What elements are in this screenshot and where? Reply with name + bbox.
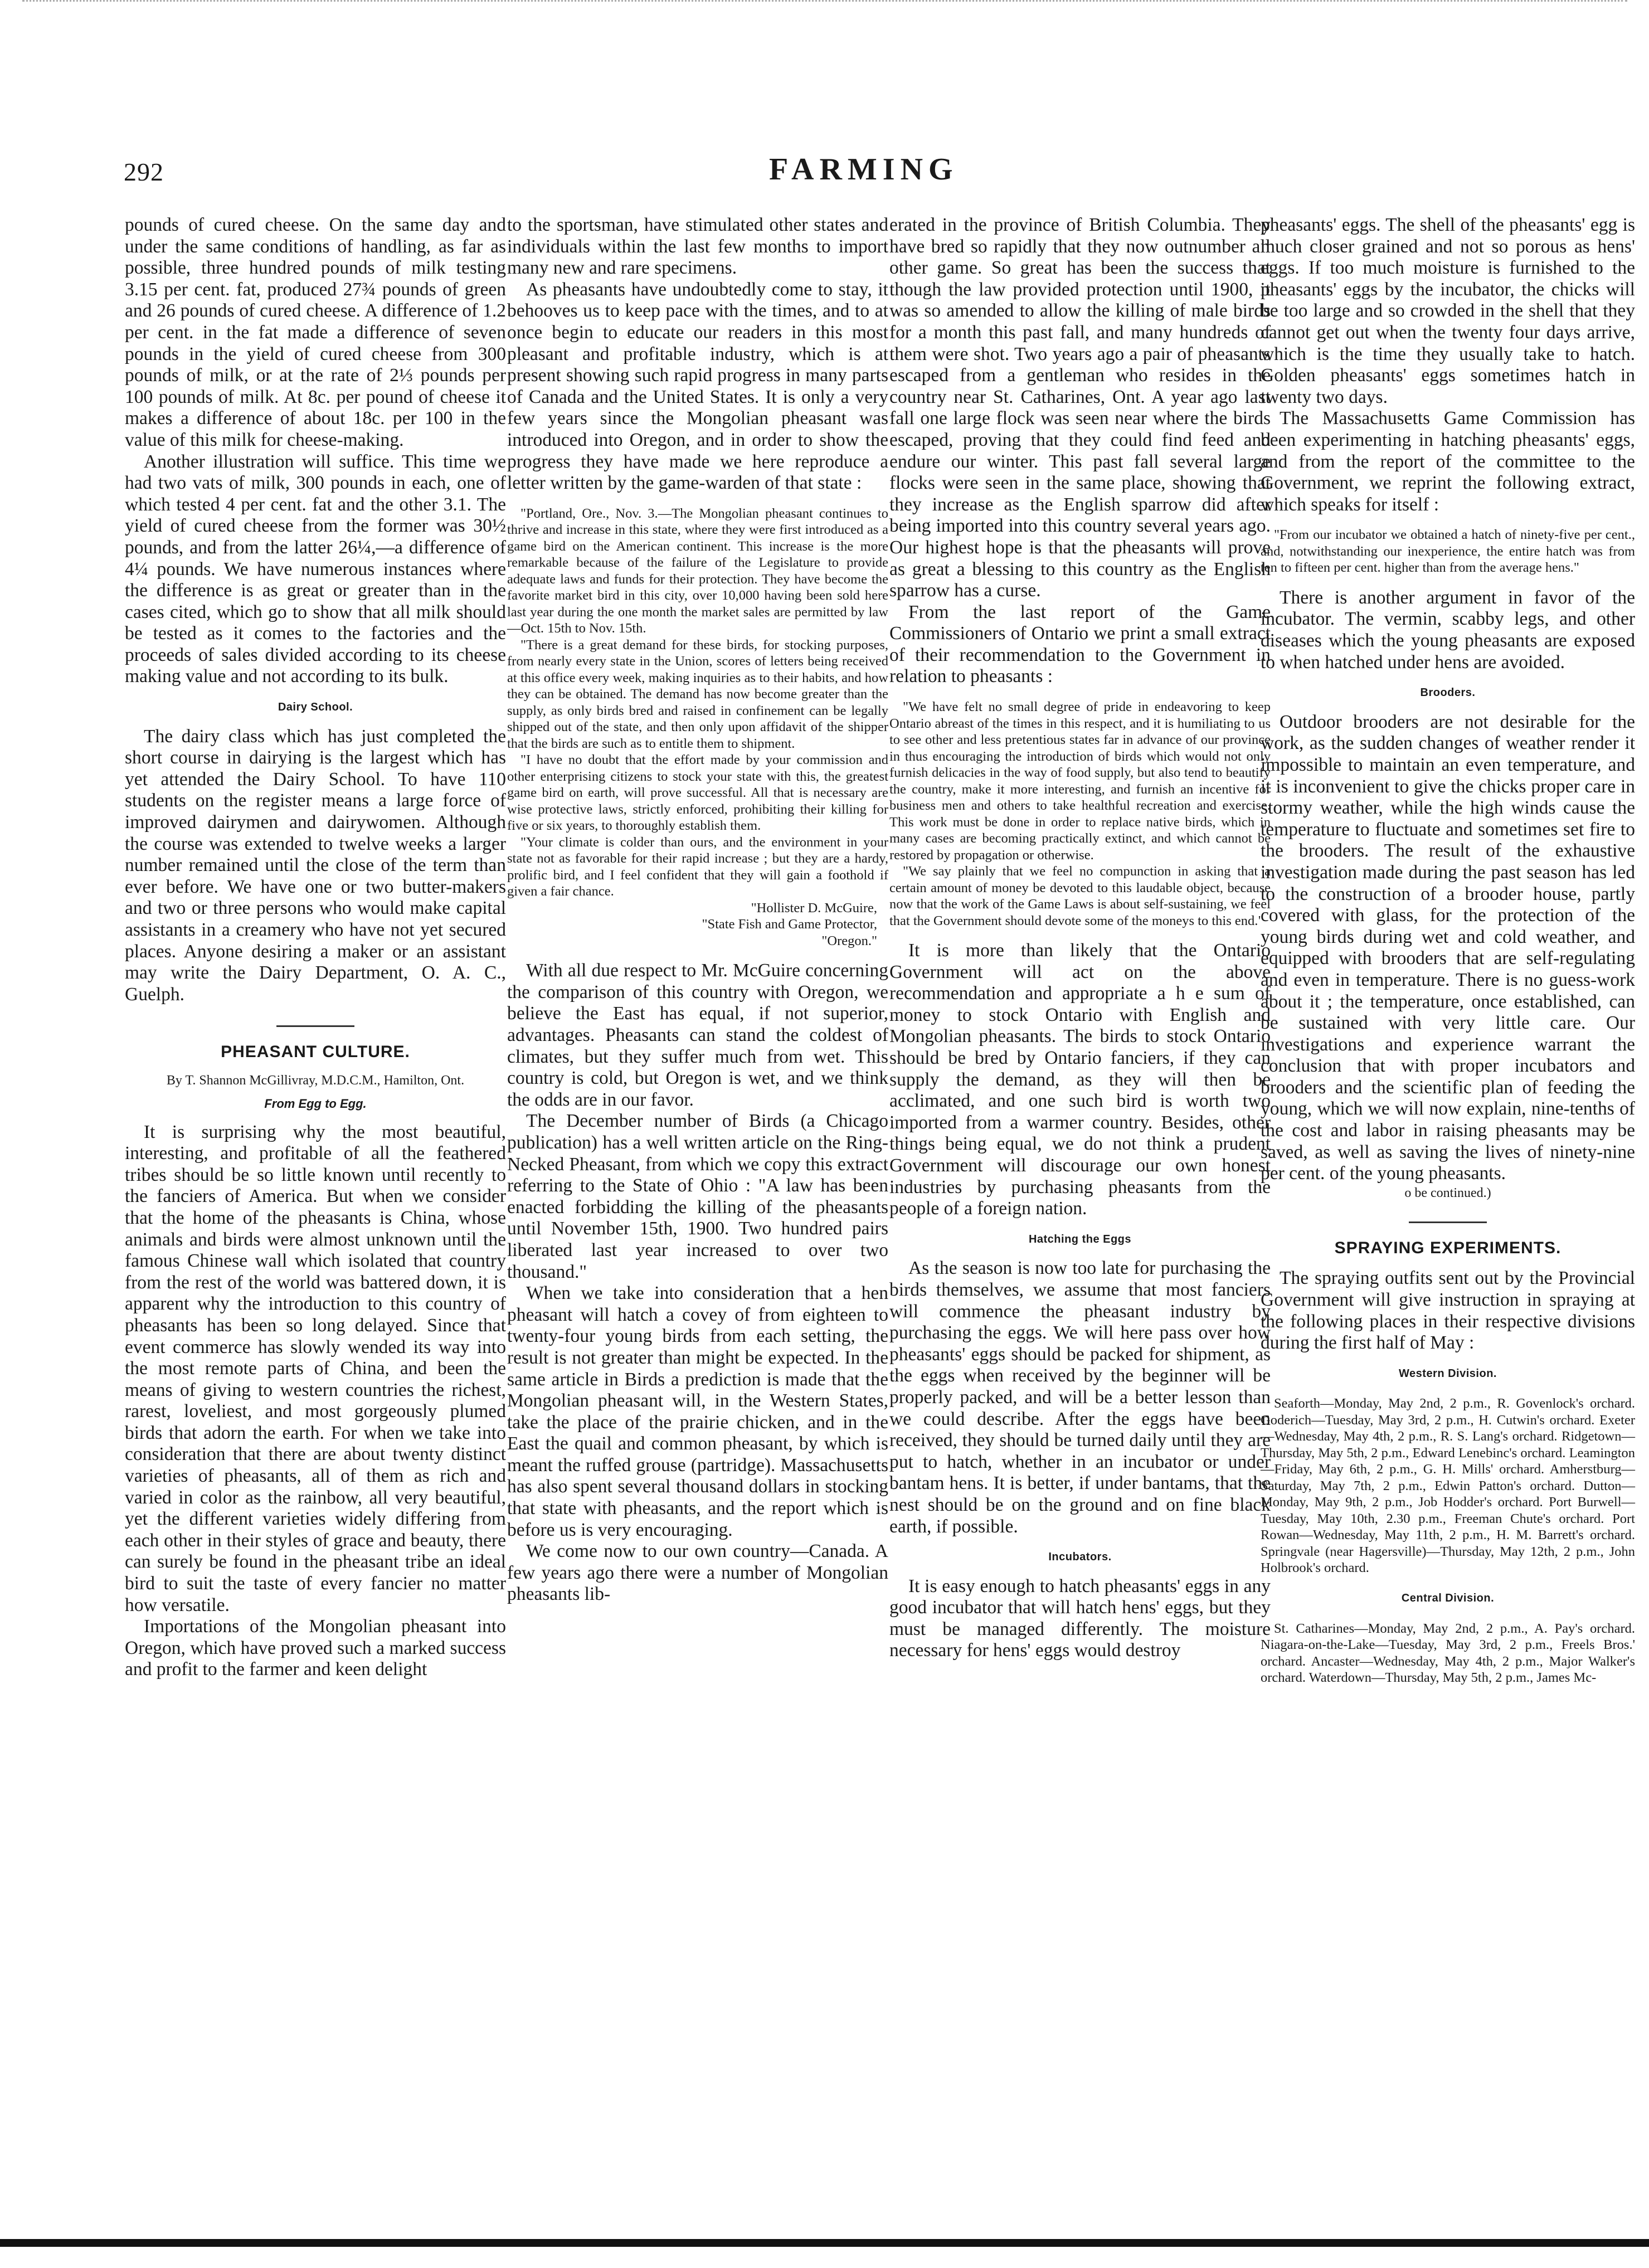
signature-line: "Oregon." xyxy=(821,933,877,948)
paragraph: There is another argument in favor of the incubator. The vermin, scabby legs, and other diseases which the young pheasants are exposed to when hatched under hens are avoided. xyxy=(1261,587,1635,673)
quoted-extract xyxy=(1261,527,1635,576)
quoted-recommendation xyxy=(889,699,1271,929)
paragraph: From the last report of the Game Commissioners of Ontario we print a small extract of their recommendation to the Government in relation to pheasants : xyxy=(889,601,1271,687)
paragraph: We come now to our own country—Canada. A few years ago there were a number of Mongolian pheasants lib- xyxy=(507,1541,888,1605)
paragraph: The dairy class which has just completed the short course in dairying is the largest which has yet attended the Dairy School. To have 110 students on the register means a large force of improved dairymen and dairywomen. Although the course was extended to twelve weeks a larger number remained until the close of the term than ever before. We have one or two butter-makers and two or three persons who would make capital assistants in a creamery who have not yet secured places. Anyone desiring a maker or an assistant may write the Dairy Department, O. A. C., Guelph. xyxy=(125,726,506,1005)
quote-paragraph: "From our incubator we obtained a hatch of ninety-five per cent., and, notwithstanding our inexperience, the entire hatch was from ten to fifteen per cent. higher than from the average hens." xyxy=(1261,527,1635,576)
schedule-text: Seaforth—Monday, May 2nd, 2 p.m., R. Govenlock's orchard. Goderich—Tuesday, May 3rd, 2 p.m., H. Cutwin's orchard. Exeter—Wednesday, May 4th, 2 p.m., R. S. Lang's orchard. Ridgetown—Thursday, May 5th, 2 p.m., Edward Lenebinc's orchard. Leamington—Friday, May 6th, 2 p.m., G. H. Mills' orchard. Amherstburg—Saturday, May 7th, 2 p.m., Edwin Patton's orchard. Dutton—Monday, May 9th, 2 p.m., Job Hodder's orchard. Port Burwell—Tuesday, May 10th, 2.30 p.m., Freeman Chute's orchard. Port Rowan—Wednesday, May 11th, 2 p.m., H. M. Barrett's orchard. Springvale (near Hagersville)—Thursday, May 12th, 2 p.m., John Holbrook's orchard. xyxy=(1261,1396,1635,1576)
signature-line: "State Fish and Game Protector, xyxy=(702,917,877,932)
section-heading-from-egg: From Egg to Egg. xyxy=(264,1096,367,1111)
quote-paragraph: "Your climate is colder than ours, and the environment in your state not as favorable for their rapid increase ; but they are a hardy, prolific bird, and I feel confident that they will gain a foothold if given a fair chance. xyxy=(507,834,888,899)
quote-paragraph: "There is a great demand for these birds, for stocking purposes, from nearly every state in the Union, scores of letters being received at this office every week, making inquiries as to their habits, and how they can be obtained. The demand has now become greater than the supply, as only birds bred and raised in confinement can be legally shipped out of the state, and then only upon affidavit of the shipper that the birds are such as to entitle them to shipment. xyxy=(507,637,888,751)
paragraph: It is surprising why the most beautiful, interesting, and profitable of all the feathered tribes should be so little known until recently to the fanciers of America. But when we consider that the home of the pheasants is China, whose animals and birds were almost unknown until the famous Chinese wall which isolated that country from the rest of the world was battered down, it is apparent why the introduction to this country of pheasants has been so long delayed. Since that event commerce has slowly wended its way into the most remote parts of China, and been the means of giving to western countries the richest, rarest, loveliest, and most gorgeously plumed birds that adorn the earth. For when we take into consideration that there are about twenty distinct varieties of pheasants, all of them as rich and varied in color as the rainbow, all very beautiful, yet the different varieties widely differing from each other in their styles of grace and beauty, there can surely be found in the pheasant tribe an ideal bird to suit the taste of every fancier no matter how versatile. xyxy=(125,1121,506,1615)
signature-line: "Hollister D. McGuire, xyxy=(751,900,877,916)
section-heading-brooders: Brooders. xyxy=(1420,687,1476,699)
scan-edge-specks xyxy=(22,0,1627,7)
article-title-pheasant-culture: PHEASANT CULTURE. xyxy=(221,1043,410,1062)
section-divider xyxy=(276,1025,354,1027)
quote-paragraph: "We say plainly that we feel no compunction in asking that a certain amount of money be devoted to this laudable object, because now that the work of the Game Laws is about self-sustaining, we feel that the Government should devote some of the moneys to this end." xyxy=(889,864,1271,928)
paragraph: The Massachusetts Game Commission has been experimenting in hatching pheasants' eggs, and from the report of the committee to the Government, we reprint the following extract, which speaks for itself : xyxy=(1261,408,1635,515)
schedule-central xyxy=(1261,1620,1635,1686)
section-heading-incubators: Incubators. xyxy=(1048,1551,1112,1564)
page-number: 292 xyxy=(124,158,164,186)
section-divider xyxy=(1409,1221,1487,1223)
schedule-text: St. Catharines—Monday, May 2nd, 2 p.m., A. Pay's orchard. Niagara-on-the-Lake—Tuesday, May 3rd, 2 p.m., Freels Bros.' orchard. Ancaster—Wednesday, May 4th, 2 p.m., Major Walker's orchard. Waterdown—Thursday, May 5th, 2 p.m., James Mc- xyxy=(1261,1620,1635,1685)
quote-paragraph: "I have no doubt that the effort made by your commission and other enterprising citizens to stock your state with this, the greatest game bird on earth, will prove successful. All that is necessary are wise protective laws, strictly enforced, prohibiting their killing for five or six years, to thoroughly establish them. xyxy=(507,752,888,834)
paragraph: It is easy enough to hatch pheasants' eggs in any good incubator that will hatch hens' eggs, but they must be managed differently. The moisture necessary for hens' eggs would destroy xyxy=(889,1575,1271,1661)
column-1 xyxy=(125,215,506,1681)
bottom-scan-edge xyxy=(0,2239,1649,2247)
paragraph: Outdoor brooders are not desirable for the work, as the sudden changes of weather render it impossible to maintain an even temperature, and it is inconvenient to give the chicks proper care in stormy weather, while the high winds cause the temperature to fluctuate and sometimes set fire to the brooders. The result of the exhaustive investigation made during the past season has led to the construction of a brooder house, partly covered with glass, for the protection of the young birds during wet and cold weather, and equipped with brooders that are self-regulating and even in temperature. There is no guess-work about it ; the temperature, once established, can be sustained with very little care. Our investigations and experience warrant the conclusion that with proper incubators and brooders and the scientific plan of feeding the young, which we will now explain, nine-tenths of the cost and labor in raising pheasants may be saved, as well as saving the lives of ninety-nine per cent. of the young pheasants. xyxy=(1261,711,1635,1184)
section-heading-dairy-school: Dairy School. xyxy=(278,701,353,714)
section-heading-central-division: Central Division. xyxy=(1401,1592,1495,1604)
article-title-spraying-experiments: SPRAYING EXPERIMENTS. xyxy=(1334,1238,1562,1257)
paragraph: Another illustration will suffice. This time we had two vats of milk, 300 pounds in each, one of which tested 4 per cent. fat and the other 3.1. The yield of cured cheese from the former was 30½ pounds, and from the latter 26¼,—a difference of 4¼ pounds. We have numerous instances where the difference is as great or greater than in the cases cited, which go to show that all milk should be tested as it comes to the factories and the proceeds of sales divided according to its cheese making value and not according to its bulk. xyxy=(125,451,506,687)
column-2 xyxy=(507,215,888,1605)
paragraph: to the sportsman, have stimulated other states and individuals within the last few months to import many new and rare specimens. xyxy=(507,215,888,279)
schedule-western xyxy=(1261,1395,1635,1576)
paragraph: When we take into consideration that a hen pheasant will hatch a covey of from eighteen to twenty-four young birds from each setting, the result is not greater than might be expected. In the same article in Birds a prediction is made that the Mongolian pheasant will, in the Western States, take the place of the prairie chicken, and in the East the quail and common pheasant, by which is meant the ruffed grouse (partridge). Massachusetts has also spent several thousand dollars in stocking that state with pheasants, and the report which is before us is very encouraging. xyxy=(507,1283,888,1540)
paragraph: As pheasants have undoubtedly come to stay, it behooves us to keep pace with the times, and to at once begin to educate our readers in this most pleasant and profitable industry, which is at present showing such rapid progress in many parts of Canada and the United States. It is only a very few years since the Mongolian pheasant was introduced into Oregon, and in order to show the progress they have made we here reproduce a letter written by the game-warden of that state : xyxy=(507,279,888,494)
paragraph: pounds of cured cheese. On the same day and under the same conditions of handling, as far as possible, three hundred pounds of milk testing 3.15 per cent. fat, produced 27¾ pounds of green and 26 pounds of cured cheese. A difference of 1.2 per cent. in the fat made a difference of seven pounds in the yield of cured cheese from 300 pounds of milk, or at the rate of 2⅓ pounds per 100 pounds of milk. At 8c. per pound of cheese it makes a difference of about 18c. per 100 in the value of this milk for cheese-making. xyxy=(125,215,506,450)
paragraph: As the season is now too late for purchasing the birds themselves, we assume that most fanciers will commence the pheasant industry by purchasing the eggs. We will here pass over how pheasants' eggs should be packed for shipment, as the eggs when received by the beginner will be properly packed, and will be a better lesson than we could describe. After the eggs have been received, they should be turned daily until they are put to hatch, whether in an incubator or under bantam hens. It is better, if under bantams, that the nest should be on the ground and on fine black earth, if possible. xyxy=(889,1258,1271,1537)
paragraph: Importations of the Mongolian pheasant into Oregon, which have proved such a marked success and profit to the farmer and keen delight xyxy=(125,1616,506,1680)
column-3 xyxy=(889,215,1271,1662)
paragraph: erated in the province of British Columbia. They have bred so rapidly that they now outnumber all other game. So great has been the success that though the law provided protection until 1900, it was so amended to allow the killing of male birds for a month this past fall, and many hundreds of them were shot. Two years ago a pair of pheasants escaped from a gentleman who resides in the country near St. Catharines, Ont. A year ago last fall one large flock was seen near where the birds escaped, proving that they could find feed and endure our winter. This past fall several large flocks were seen in the same place, showing that they increase as the English sparrow did after being imported into this country several years ago. Our highest hope is that the pheasants will prove as great a blessing to this country as the English sparrow has a curse. xyxy=(889,215,1271,601)
paragraph: The spraying outfits sent out by the Provincial Government will give instruction in spraying at the following places in their respective divisions during the first half of May : xyxy=(1261,1268,1635,1354)
quoted-letter xyxy=(507,505,888,950)
paragraph: The December number of Birds (a Chicago publication) has a well written article on the Ring-Necked Pheasant, from which we copy this extract referring to the State of Ohio : "A law has been enacted forbidding the killing of the pheasants until November 15th, 1900. Two hundred pairs liberated last year increased to over two thousand." xyxy=(507,1111,888,1282)
paragraph: It is more than likely that the Ontario Government will act on the above recommendation and appropriate a h e sum of money to stock Ontario with English and Mongolian pheasants. The birds to stock Ontario should be bred by Ontario fanciers, if they can supply the demand, as they will then be acclimated, and one such bird is worth two imported from a warmer country. Besides, other things being equal, we do not think a prudent Government will discourage our own honest industries by purchasing pheasants from the people of a foreign nation. xyxy=(889,940,1271,1219)
section-heading-western-division: Western Division. xyxy=(1399,1367,1497,1380)
quote-paragraph: "We have felt no small degree of pride in endeavoring to keep Ontario abreast of the times in this respect, and it is humiliating to us to see other and less pretentious states far in advance of our province in thus encouraging the introduction of birds which would not only furnish delicacies in the way of food supply, but also tend to beautify the country, make it more interesting, and furnish an incentive for business men and others to take healthful recreation and exercise. This work must be done in order to replace native birds, which in many cases are becoming practically extinct, and which cannot be restored by propagation or otherwise. xyxy=(889,699,1271,863)
section-heading-hatching: Hatching the Eggs xyxy=(1028,1233,1132,1245)
to-be-continued-note: o be continued.) xyxy=(1404,1185,1491,1200)
column-4 xyxy=(1261,215,1635,1697)
paragraph: pheasants' eggs. The shell of the pheasants' egg is much closer grained and not so porous as hens' eggs. If too much moisture is furnished to the pheasants' eggs by the incubator, the chicks will be too large and so crowded in the shell that they cannot get out when the twenty four days arrive, which is the time they usually take to hatch. Golden pheasants' eggs sometimes hatch in twenty two days. xyxy=(1261,215,1635,407)
byline: By T. Shannon McGillivray, M.D.C.M., Hamilton, Ont. xyxy=(166,1073,465,1088)
paragraph: With all due respect to Mr. McGuire concerning the comparison of this country with Oregon, we believe the East has equal, if not superior, advantages. Pheasants can stand the coldest of climates, but they suffer much from wet. This country is cold, but Oregon is wet, and we think the odds are in our favor. xyxy=(507,960,888,1110)
running-head: FARMING xyxy=(769,152,959,187)
quote-paragraph: "Portland, Ore., Nov. 3.—The Mongolian pheasant continues to thrive and increase in this state, where they were first introduced as a game bird on the American continent. This increase is the more remarkable because of the failure of the Legislature to provide adequate laws and funds for their protection. They have become the favorite market bird in this city, over 10,000 having been sold here last year during the one month the market sales are permitted by law—Oct. 15th to Nov. 15th. xyxy=(507,505,888,636)
